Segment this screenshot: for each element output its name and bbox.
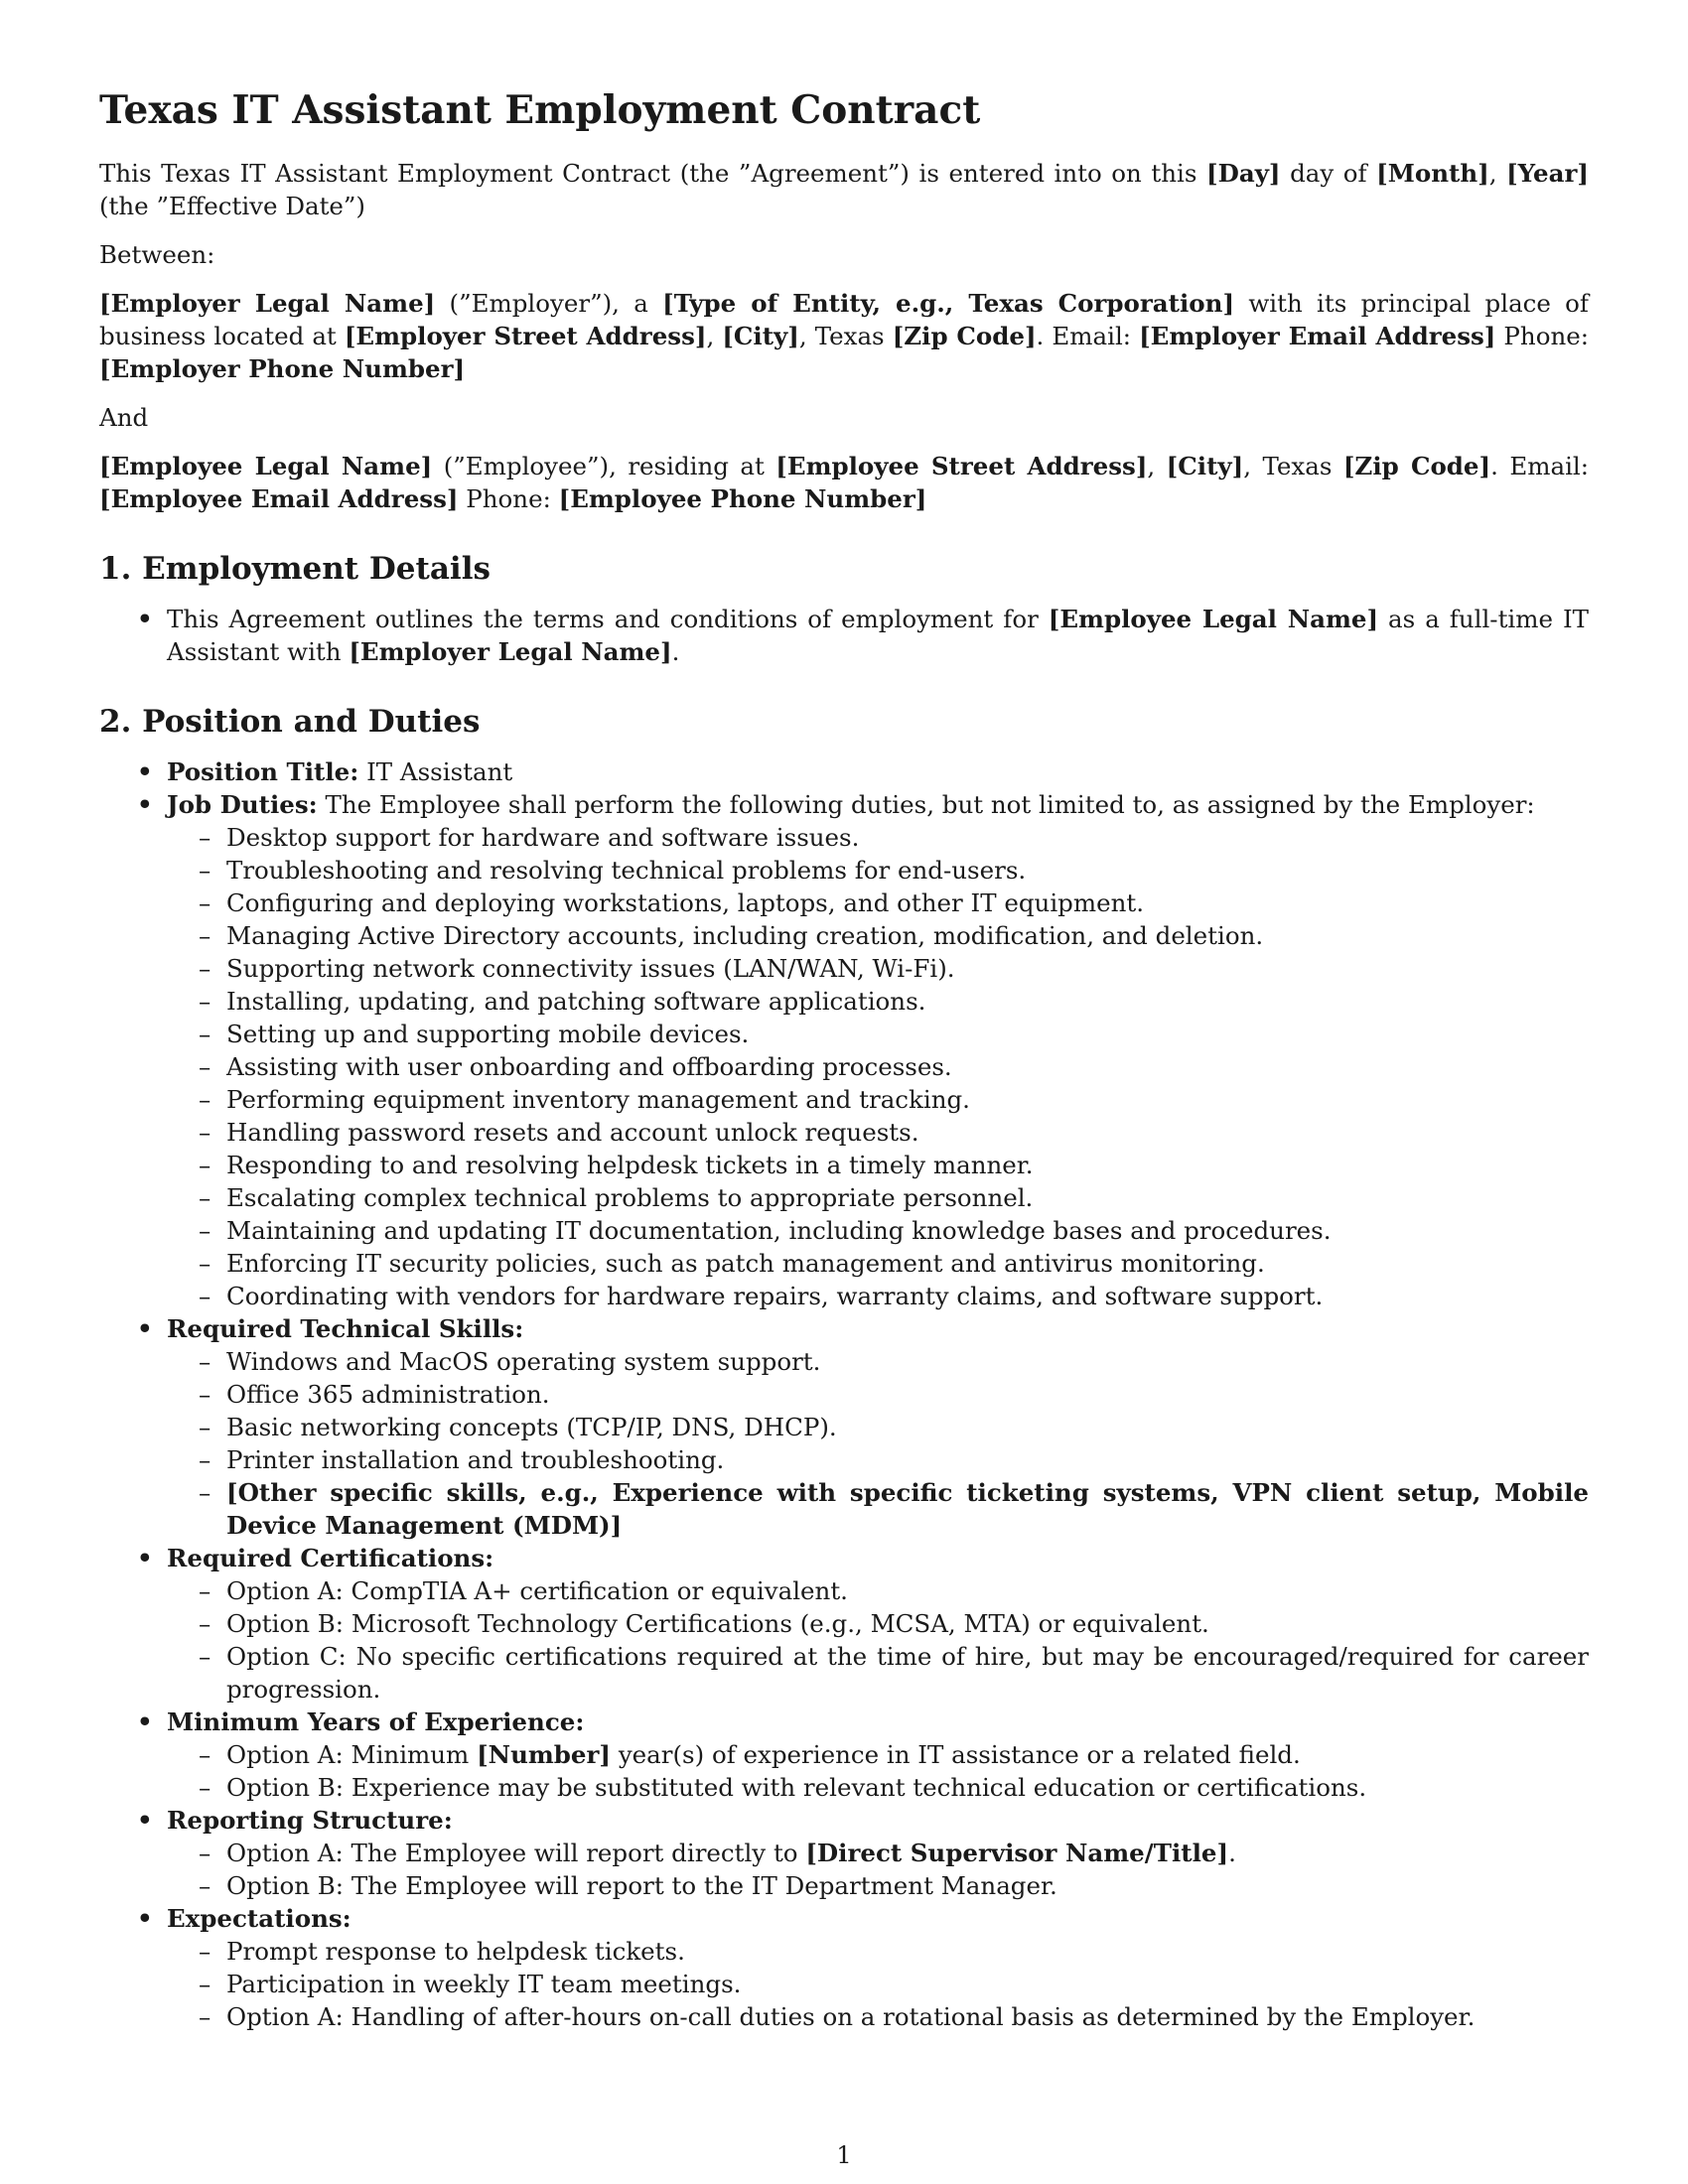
employer-text: . Email: — [1036, 322, 1140, 350]
technical-skills-item — [99, 1312, 1589, 1542]
reporting-sublist — [167, 1837, 1589, 1902]
duty-item: – Assisting with user onboarding and offboarding processes. — [167, 1050, 1589, 1083]
duty-item: – Maintaining and updating IT documentation, including knowledge bases and procedures. — [167, 1214, 1589, 1247]
year-placeholder: [Year] — [1506, 159, 1589, 188]
position-title-label: Position Title: — [167, 757, 359, 786]
employer-name-placeholder: [Employer Legal Name] — [349, 637, 672, 666]
skills-sublist — [167, 1345, 1589, 1542]
experience-text: Option A: Minimum — [226, 1740, 478, 1769]
section-heading-employment-details: 1. Employment Details — [99, 551, 491, 587]
section-heading-position-duties: 2. Position and Duties — [99, 704, 481, 740]
job-duties-intro: The Employee shall perform the following duties, but not limited to, as assigned by the Employer: — [317, 790, 1535, 819]
employee-text: Phone: — [458, 484, 559, 513]
expectations-label: Expectations: — [167, 1904, 352, 1933]
certification-option: – Option C: No specific certifications required at the time of hire, but may be encouraged/required for career progression. — [167, 1640, 1589, 1706]
skill-item-other — [167, 1476, 1589, 1542]
employer-text: , Texas — [798, 322, 893, 350]
technical-skills-label: Required Technical Skills: — [167, 1314, 524, 1343]
employer-text: (”Employer”), a — [435, 289, 663, 318]
document-title: Texas IT Assistant Employment Contract — [99, 87, 981, 133]
employer-email-placeholder: [Employer Email Address] — [1139, 322, 1496, 350]
duty-item: – Troubleshooting and resolving technical problems for end-users. — [167, 854, 1589, 887]
list-item-text: . — [671, 637, 680, 666]
reporting-option — [167, 1837, 1589, 1869]
job-duties-label: Job Duties: — [167, 790, 318, 819]
position-title-value: IT Assistant — [358, 757, 513, 786]
skill-item: – Basic networking concepts (TCP/IP, DNS, DHCP). — [167, 1411, 1589, 1443]
skill-item: – Printer installation and troubleshooting. — [167, 1443, 1589, 1476]
experience-sublist — [167, 1738, 1589, 1804]
duty-item: – Desktop support for hardware and software issues. — [167, 821, 1589, 854]
job-duties-item — [99, 788, 1589, 1312]
skill-item: – Windows and MacOS operating system support. — [167, 1345, 1589, 1378]
employer-text: , — [706, 322, 723, 350]
duty-item: – Installing, updating, and patching software applications. — [167, 985, 1589, 1018]
experience-text: year(s) of experience in IT assistance or a related field. — [611, 1740, 1301, 1769]
certification-option: – Option A: CompTIA A+ certification or equivalent. — [167, 1574, 1589, 1607]
certifications-label: Required Certifications: — [167, 1544, 494, 1572]
reporting-text: Option A: The Employee will report directly to — [226, 1839, 806, 1867]
month-placeholder: [Month] — [1376, 159, 1489, 188]
employee-email-placeholder: [Employee Email Address] — [99, 484, 459, 513]
certifications-sublist — [167, 1574, 1589, 1706]
employee-text: . Email: — [1490, 452, 1589, 480]
employer-street-placeholder: [Employer Street Address] — [344, 322, 707, 350]
day-placeholder: [Day] — [1205, 159, 1281, 188]
employer-text: Phone: — [1495, 322, 1589, 350]
supervisor-placeholder: [Direct Supervisor Name/Title] — [805, 1839, 1229, 1867]
reporting-label: Reporting Structure: — [167, 1806, 453, 1835]
employee-city-placeholder: [City] — [1166, 452, 1244, 480]
expectations-sublist — [167, 1935, 1589, 2033]
between-label: Between: — [99, 240, 215, 269]
employee-text: , Texas — [1243, 452, 1343, 480]
duty-item: – Handling password resets and account unlock requests. — [167, 1116, 1589, 1149]
and-label: And — [99, 403, 149, 432]
document-body — [99, 85, 1589, 2033]
reporting-option: – Option B: The Employee will report to the IT Department Manager. — [167, 1869, 1589, 1902]
other-skills-placeholder: [Other specific skills, e.g., Experience with specific ticketing systems, VPN client setup, Mobile Device Management (MDM)] — [226, 1478, 1589, 1540]
duty-item: – Configuring and deploying workstations, laptops, and other IT equipment. — [167, 887, 1589, 919]
duty-item: – Managing Active Directory accounts, including creation, modification, and deletion. — [167, 919, 1589, 952]
intro-paragraph — [99, 157, 1589, 222]
list-item-text: This Agreement outlines the terms and conditions of employment for — [167, 605, 1049, 633]
employee-street-placeholder: [Employee Street Address] — [775, 452, 1148, 480]
page-number: 1 — [836, 2141, 852, 2169]
expectations-item — [99, 1902, 1589, 2033]
position-title-item — [99, 755, 1589, 788]
duty-item: – Coordinating with vendors for hardware repairs, warranty claims, and software support. — [167, 1280, 1589, 1312]
employee-text: (”Employee”), residing at — [432, 452, 776, 480]
employer-name-placeholder: [Employer Legal Name] — [99, 289, 436, 318]
employer-paragraph — [99, 287, 1589, 385]
duties-sublist — [167, 821, 1589, 1312]
duty-item: – Enforcing IT security policies, such as patch management and antivirus monitoring. — [167, 1247, 1589, 1280]
employee-zip-placeholder: [Zip Code] — [1342, 452, 1491, 480]
duty-item: – Escalating complex technical problems to appropriate personnel. — [167, 1181, 1589, 1214]
reporting-item — [99, 1804, 1589, 1902]
experience-item — [99, 1706, 1589, 1804]
employer-text: with its principal place of business located at — [99, 289, 1589, 350]
employee-phone-placeholder: [Employee Phone Number] — [558, 484, 927, 513]
list-item-text: as a full-time IT Assistant with — [167, 605, 1589, 666]
certification-option: – Option B: Microsoft Technology Certifications (e.g., MCSA, MTA) or equivalent. — [167, 1607, 1589, 1640]
expectation-item: – Option A: Handling of after-hours on-call duties on a rotational basis as determined by the Employer. — [167, 2000, 1589, 2033]
experience-option — [167, 1738, 1589, 1771]
employee-text: , — [1147, 452, 1167, 480]
intro-text: This Texas IT Assistant Employment Contract (the ”Agreement”) is entered into on this — [99, 159, 1206, 188]
entity-type-placeholder: [Type of Entity, e.g., Texas Corporation] — [662, 289, 1235, 318]
employee-paragraph — [99, 450, 1589, 515]
employer-zip-placeholder: [Zip Code] — [892, 322, 1037, 350]
years-number-placeholder: [Number] — [477, 1740, 612, 1769]
duty-item: – Supporting network connectivity issues (LAN/WAN, Wi-Fi). — [167, 952, 1589, 985]
expectation-item: – Participation in weekly IT team meetings. — [167, 1968, 1589, 2000]
certifications-item — [99, 1542, 1589, 1706]
duty-item: – Performing equipment inventory management and tracking. — [167, 1083, 1589, 1116]
experience-option: – Option B: Experience may be substituted with relevant technical education or certifications. — [167, 1771, 1589, 1804]
employer-city-placeholder: [City] — [722, 322, 799, 350]
experience-label: Minimum Years of Experience: — [167, 1707, 585, 1736]
intro-text: (the ”Effective Date”) — [99, 192, 365, 220]
duty-item: – Responding to and resolving helpdesk tickets in a timely manner. — [167, 1149, 1589, 1181]
list-item — [99, 603, 1589, 668]
intro-text: , — [1488, 159, 1507, 188]
employer-phone-placeholder: [Employer Phone Number] — [99, 354, 466, 383]
intro-text: day of — [1280, 159, 1377, 188]
skill-item: – Office 365 administration. — [167, 1378, 1589, 1411]
reporting-text: . — [1228, 1839, 1236, 1867]
employment-details-list — [99, 603, 1589, 668]
expectation-item: – Prompt response to helpdesk tickets. — [167, 1935, 1589, 1968]
duty-item: – Setting up and supporting mobile devices. — [167, 1018, 1589, 1050]
position-duties-list — [99, 755, 1589, 2033]
employee-name-placeholder: [Employee Legal Name] — [99, 452, 433, 480]
employee-name-placeholder: [Employee Legal Name] — [1048, 605, 1379, 633]
